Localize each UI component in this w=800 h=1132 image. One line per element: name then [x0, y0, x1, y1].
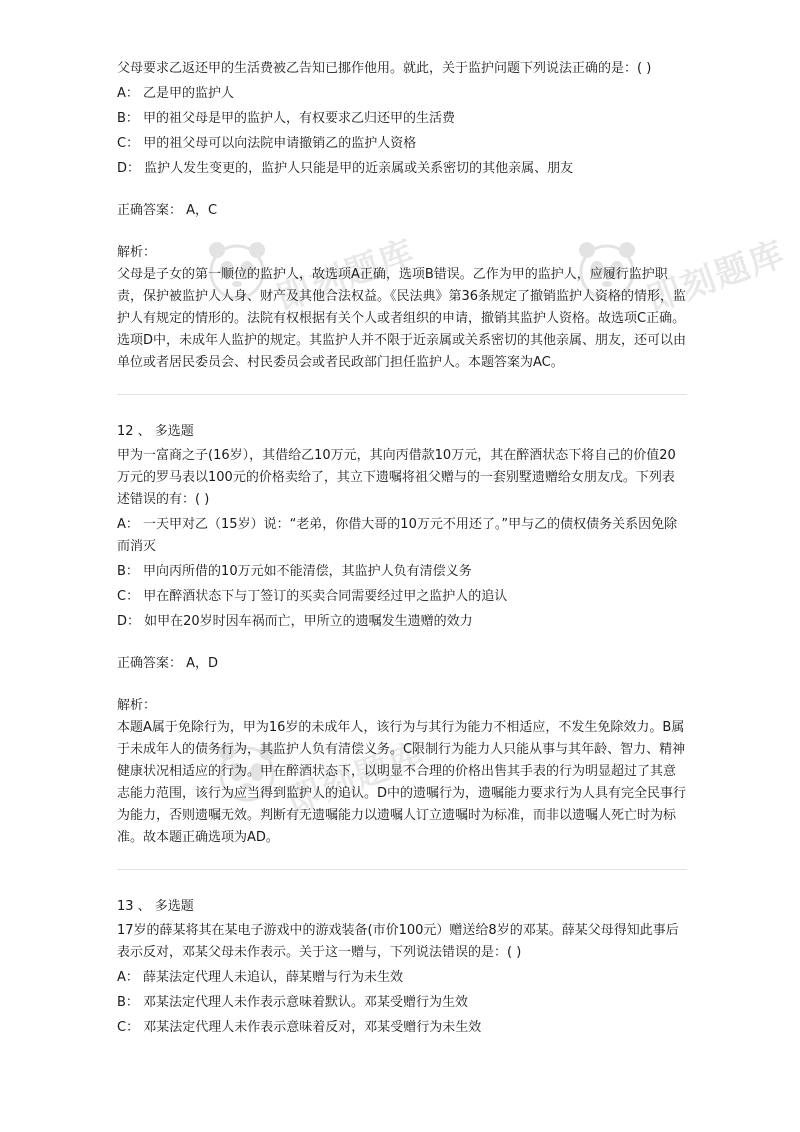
watermark-text: 即刻题库 [641, 233, 791, 321]
option-c: C： 邓某法定代理人未作表示意味着反对，邓某受赠行为未生效 [117, 1020, 482, 1035]
option-b: B： 邓某法定代理人未作表示意味着默认。邓某受赠行为生效 [117, 995, 469, 1010]
question-11-block [117, 58, 687, 374]
question-stem: 甲为一富商之子(16岁），其借给乙10万元，其向丙借款10万元，其在醉酒状态下将自己的价值20万元的罗马表以100元的价格卖给了，其立下遗嘱将祖父赠与的一套别墅遗赠给女朋友戊。下列表述错误的有：( ) [117, 448, 676, 507]
question-header: 12 、 多选题 [117, 424, 194, 439]
correct-answer: 正确答案： A，C [117, 203, 218, 218]
option-d: D： 如甲在20岁时因车祸而亡，甲所立的遗嘱发生遗赠的效力 [117, 614, 473, 629]
section-divider [117, 869, 687, 870]
option-d: D： 监护人发生变更的，监护人只能是甲的近亲属或关系密切的其他亲属、朋友 [117, 161, 574, 176]
option-b: B： 甲向丙所借的10万元如不能清偿，其监护人负有清偿义务 [117, 564, 472, 579]
analysis-text: 父母是子女的第一顺位的监护人，故选项A正确，选项B错误。乙作为甲的监护人，应履行监护职责，保护被监护人人身、财产及其他合法权益。《民法典》第36条规定了撤销监护人资格的情形，监护人有规定的情形的。法院有权根据有关个人或者组织的申请，撤销其监护人资格。故选项C正确。选项D中，未成年人监护的规定。其监护人并不限于近亲属或关系密切的其他亲属、朋友，还可以由单位或者居民委员会、村民委员会或者民政部门担任监护人。本题答案为AC。 [117, 267, 687, 370]
question-header: 13 、 多选题 [117, 899, 194, 914]
analysis-text: 本题A属于免除行为，甲为16岁的未成年人，该行为与其行为能力不相适应，不发生免除效力。B属于未成年人的债务行为，其监护人负有清偿义务。C限制行为能力人只能从事与其年龄、智力、精神健康状况相适应的行为。甲在醉酒状态下，以明显不合理的价格出售其手表的行为明显超过了其意志能力范围，该行为应当得到监护人的追认。D中的遗嘱行为，遗嘱能力要求行为人具有完全民事行为能力，否则遗嘱无效。判断有无遗嘱能力以遗嘱人订立遗嘱时为标准，而非以遗嘱人死亡时为标准。故本题正确选项为AD。 [117, 720, 687, 845]
option-c: C： 甲的祖父母可以向法院申请撤销乙的监护人资格 [117, 136, 417, 151]
analysis-label: 解析： [117, 245, 157, 260]
option-b: B： 甲的祖父母是甲的监护人，有权要求乙归还甲的生活费 [117, 111, 456, 126]
option-a: A： 薛某法定代理人未追认，薛某赠与行为未生效 [117, 970, 404, 985]
option-c: C： 甲在醉酒状态下与丁签订的买卖合同需要经过甲之监护人的追认 [117, 589, 508, 604]
correct-answer: 正确答案： A，D [117, 656, 219, 671]
question-stem: 17岁的薛某将其在某电子游戏中的游戏装备(市价100元）赠送给8岁的邓某。薛某父母得知此事后表示反对，邓某父母未作表示。关于这一赠与，下列说法错误的是：( ) [117, 923, 679, 960]
watermark-text: 即刻题库 [281, 734, 431, 822]
watermark-text: 即刻题库 [271, 232, 421, 320]
section-divider [117, 394, 687, 395]
analysis-label: 解析： [117, 698, 157, 713]
question-13-block [117, 896, 687, 1039]
document-body [117, 58, 687, 1039]
question-12-block [117, 421, 687, 849]
option-a: A： 一天甲对乙（15岁）说：“老弟，你借大哥的10万元不用还了。”甲与乙的债权债务关系因免除而消灭 [117, 517, 678, 554]
option-a: A： 乙是甲的监护人 [117, 86, 235, 101]
question-stem: 父母要求乙返还甲的生活费被乙告知已挪作他用。就此，关于监护问题下列说法正确的是：( ) [117, 61, 652, 76]
